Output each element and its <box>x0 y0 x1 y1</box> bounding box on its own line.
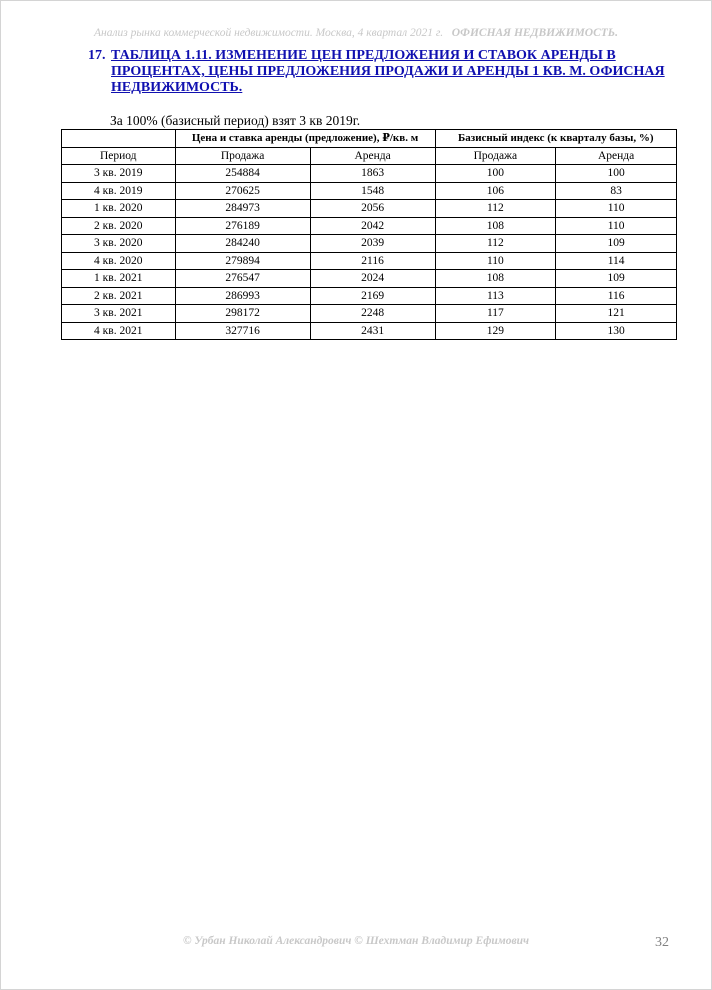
column-header-index-sale: Продажа <box>435 147 556 165</box>
sale-price-cell: 276547 <box>175 270 310 288</box>
rent-index-cell: 114 <box>556 252 677 270</box>
table-row <box>62 252 677 270</box>
footer-authors: © Урбан Николай Александрович © Шехтман Владимир Ефимович <box>182 935 530 947</box>
rent-rate-cell: 2116 <box>310 252 435 270</box>
column-header-period: Период <box>62 147 176 165</box>
table-row <box>62 305 677 323</box>
sale-index-cell: 100 <box>435 165 556 183</box>
table-row <box>62 322 677 340</box>
group-header-index: Базисный индекс (к кварталу базы, %) <box>435 130 676 148</box>
rent-index-cell: 116 <box>556 287 677 305</box>
column-header-index-rent: Аренда <box>556 147 677 165</box>
sale-index-cell: 113 <box>435 287 556 305</box>
title-link[interactable]: ТАБЛИЦА 1.11. ИЗМЕНЕНИЕ ЦЕН ПРЕДЛОЖЕНИЯ И СТАВОК АРЕНДЫ В ПРОЦЕНТАХ, ЦЕНЫ ПРЕДЛОЖЕНИЯ ПРОДАЖИ И АРЕНДЫ 1 КВ. М. ОФИСНАЯ НЕДВИЖИМОСТЬ. <box>111 48 665 95</box>
base-period-note: За 100% (базисный период) взят 3 кв 2019г. <box>110 113 361 128</box>
period-cell: 3 кв. 2021 <box>62 305 176 323</box>
sale-index-cell: 108 <box>435 217 556 235</box>
sale-index-cell: 106 <box>435 182 556 200</box>
rent-rate-cell: 2169 <box>310 287 435 305</box>
rent-rate-cell: 2042 <box>310 217 435 235</box>
rent-rate-cell: 1863 <box>310 165 435 183</box>
rent-rate-cell: 2024 <box>310 270 435 288</box>
table-row <box>62 235 677 253</box>
rent-index-cell: 130 <box>556 322 677 340</box>
sale-price-cell: 276189 <box>175 217 310 235</box>
sale-index-cell: 108 <box>435 270 556 288</box>
sale-price-cell: 270625 <box>175 182 310 200</box>
period-cell: 1 кв. 2020 <box>62 200 176 218</box>
price-index-table <box>61 129 677 340</box>
rent-index-cell: 109 <box>556 235 677 253</box>
rent-index-cell: 100 <box>556 165 677 183</box>
period-cell: 4 кв. 2021 <box>62 322 176 340</box>
period-cell: 1 кв. 2021 <box>62 270 176 288</box>
sale-index-cell: 112 <box>435 235 556 253</box>
rent-rate-cell: 2039 <box>310 235 435 253</box>
title-number: 17. <box>88 48 106 63</box>
rent-rate-cell: 2056 <box>310 200 435 218</box>
period-cell: 2 кв. 2020 <box>62 217 176 235</box>
period-cell: 4 кв. 2019 <box>62 182 176 200</box>
table-row <box>62 182 677 200</box>
rent-index-cell: 110 <box>556 200 677 218</box>
table-corner-cell <box>62 130 176 148</box>
rent-index-cell: 121 <box>556 305 677 323</box>
page-number: 32 <box>655 935 669 950</box>
period-cell: 4 кв. 2020 <box>62 252 176 270</box>
rent-index-cell: 110 <box>556 217 677 235</box>
rent-rate-cell: 2248 <box>310 305 435 323</box>
sale-price-cell: 279894 <box>175 252 310 270</box>
table-row <box>62 217 677 235</box>
column-header-price-sale: Продажа <box>175 147 310 165</box>
header-left-text: Анализ рынка коммерческой недвижимости. Москва, 4 квартал 2021 г. <box>94 27 444 39</box>
table-column-header-row <box>62 147 677 165</box>
period-cell: 2 кв. 2021 <box>62 287 176 305</box>
sale-index-cell: 110 <box>435 252 556 270</box>
rent-index-cell: 109 <box>556 270 677 288</box>
sale-price-cell: 284240 <box>175 235 310 253</box>
group-header-price: Цена и ставка аренды (предложение), ₽/кв. м <box>175 130 435 148</box>
table-row <box>62 287 677 305</box>
header-topic: ОФИСНАЯ НЕДВИЖИМОСТЬ. <box>451 27 618 39</box>
section-title <box>88 48 668 96</box>
sale-price-cell: 286993 <box>175 287 310 305</box>
table-row <box>62 270 677 288</box>
rent-rate-cell: 1548 <box>310 182 435 200</box>
sale-price-cell: 254884 <box>175 165 310 183</box>
table-group-header-row <box>62 130 677 148</box>
rent-index-cell: 83 <box>556 182 677 200</box>
sale-index-cell: 129 <box>435 322 556 340</box>
running-header <box>0 27 712 39</box>
table-row <box>62 165 677 183</box>
period-cell: 3 кв. 2019 <box>62 165 176 183</box>
sale-price-cell: 327716 <box>175 322 310 340</box>
sale-index-cell: 117 <box>435 305 556 323</box>
rent-rate-cell: 2431 <box>310 322 435 340</box>
sale-price-cell: 284973 <box>175 200 310 218</box>
table-row <box>62 200 677 218</box>
sale-price-cell: 298172 <box>175 305 310 323</box>
sale-index-cell: 112 <box>435 200 556 218</box>
period-cell: 3 кв. 2020 <box>62 235 176 253</box>
column-header-price-rent: Аренда <box>310 147 435 165</box>
